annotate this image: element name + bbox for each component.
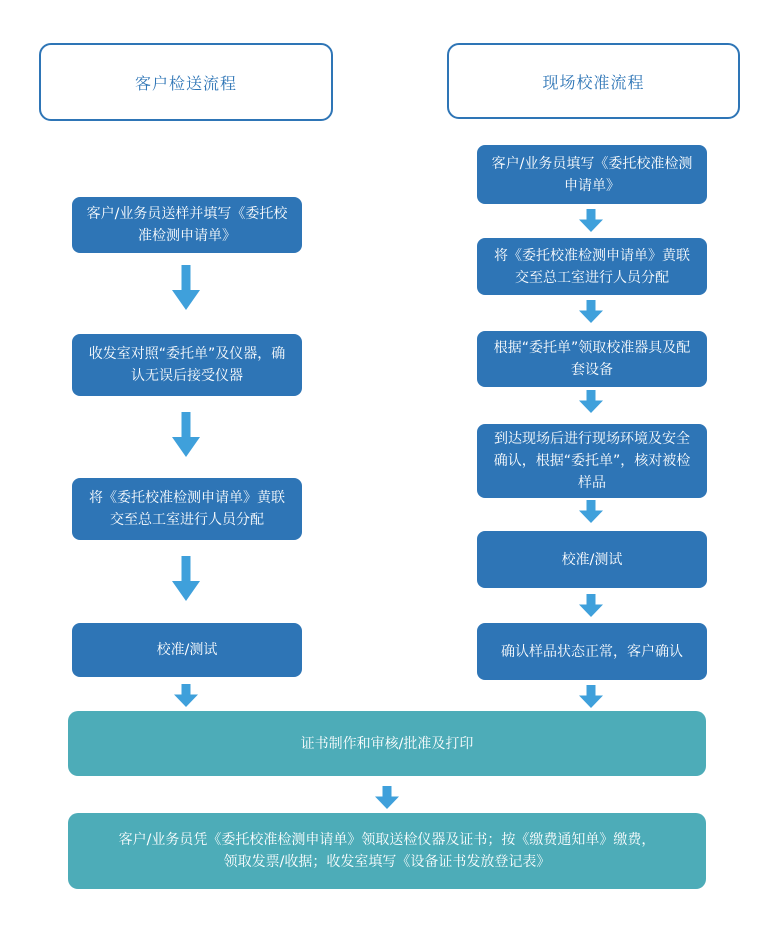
- left-step-calibrate-test: 校准/测试: [72, 623, 302, 677]
- right-step-calibrate-test: 校准/测试: [477, 531, 707, 588]
- arrow-down-icon: [375, 786, 399, 809]
- left-step-assign-personnel: 将《委托校准检测申请单》黄联交至总工室进行人员分配: [72, 478, 302, 540]
- arrow-down-icon: [579, 685, 603, 708]
- arrow-down-icon: [172, 412, 200, 457]
- left-flow-title: 客户检送流程: [134, 73, 237, 93]
- arrow-down-icon: [579, 390, 603, 413]
- arrow-down-icon: [579, 300, 603, 323]
- arrow-down-icon: [172, 556, 200, 601]
- right-step-fill-form: 客户/业务员填写《委托校准检测申请单》: [477, 145, 707, 204]
- left-step-receive-check: 收发室对照“委托单”及仪器，确认无误后接受仪器: [72, 334, 302, 396]
- left-step-submit-sample: 客户/业务员送样并填写《委托校准检测申请单》: [72, 197, 302, 253]
- arrow-down-icon: [579, 209, 603, 232]
- shared-step-pickup-payment: 客户/业务员凭《委托校准检测申请单》领取送检仪器及证书；按《缴费通知单》缴费，领取发票/收据；收发室填写《设备证书发放登记表》: [68, 813, 706, 889]
- right-step-collect-equipment: 根据“委托单”领取校准器具及配套设备: [477, 331, 707, 387]
- right-flow-title: 现场校准流程: [542, 72, 645, 92]
- arrow-down-icon: [174, 684, 198, 707]
- left-flow-header: [39, 43, 333, 121]
- right-step-assign-personnel: 将《委托校准检测申请单》黄联交至总工室进行人员分配: [477, 238, 707, 295]
- right-flow-header: [447, 43, 740, 119]
- right-step-customer-confirm: 确认样品状态正常，客户确认: [477, 623, 707, 680]
- arrow-down-icon: [579, 594, 603, 617]
- arrow-down-icon: [579, 500, 603, 523]
- arrow-down-icon: [172, 265, 200, 310]
- right-step-onsite-confirm: 到达现场后进行现场环境及安全确认，根据“委托单”，核对被检样品: [477, 424, 707, 498]
- shared-step-certificate: 证书制作和审核/批准及打印: [68, 711, 706, 776]
